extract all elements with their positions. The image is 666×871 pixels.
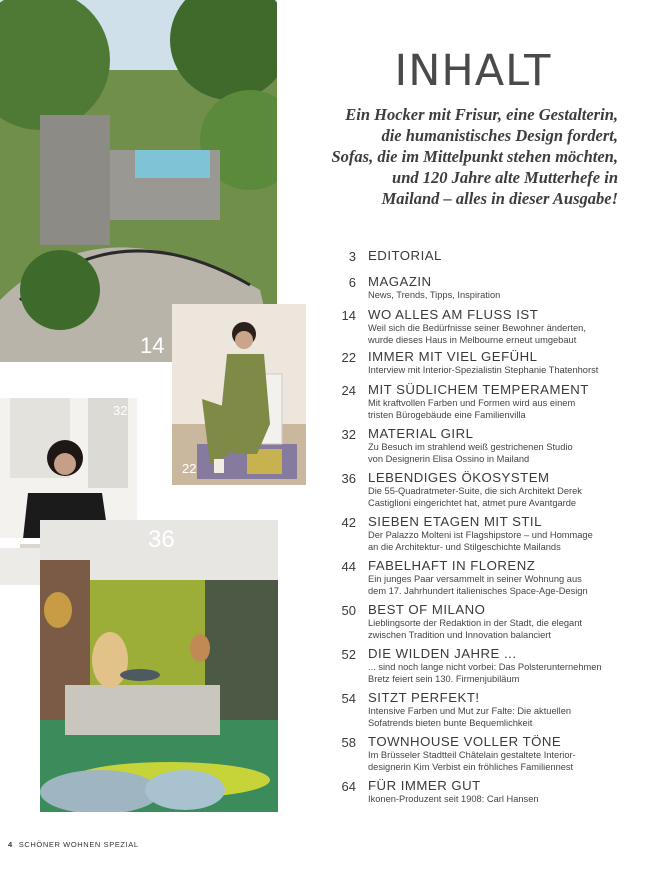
toc-title: SIEBEN ETAGEN MIT STIL bbox=[368, 514, 542, 529]
photo-label-36: 36 bbox=[148, 526, 175, 553]
photo-label-32: 32 bbox=[113, 403, 128, 418]
toc-description: Zu Besuch im strahlend weiß gestrichenen Studio bbox=[368, 442, 573, 452]
toc-description: von Designerin Elisa Ossino in Mailand bbox=[368, 453, 530, 464]
toc-page-number: 54 bbox=[341, 691, 356, 706]
toc-entry[interactable] bbox=[326, 690, 646, 734]
toc-title: IMMER MIT VIEL GEFÜHL bbox=[368, 349, 538, 364]
toc-entry[interactable] bbox=[326, 248, 646, 274]
toc-page-number: 50 bbox=[341, 603, 356, 618]
toc-entry[interactable] bbox=[326, 470, 646, 514]
toc-description: Im Brüsseler Stadtteil Châtelain gestaltete Interior- bbox=[368, 750, 576, 760]
toc-title: SITZT PERFEKT! bbox=[368, 690, 480, 705]
toc-description: Bretz feiert sein 130. Firmenjubiläum bbox=[368, 673, 520, 684]
toc-description: Weil sich die Bedürfnisse seiner Bewohner änderten, bbox=[368, 323, 586, 333]
photo-label-14: 14 bbox=[140, 333, 165, 358]
toc-entry[interactable] bbox=[326, 514, 646, 558]
footer-page-number: 4 bbox=[8, 840, 13, 849]
toc-page-number: 42 bbox=[341, 515, 356, 530]
toc-title: BEST OF MILANO bbox=[368, 602, 486, 617]
toc-page-number: 3 bbox=[348, 249, 356, 264]
table-of-contents bbox=[326, 248, 646, 808]
toc-entry[interactable] bbox=[326, 349, 646, 382]
photo-label-22: 22 bbox=[182, 461, 197, 476]
toc-entry[interactable] bbox=[326, 274, 646, 307]
toc-description: Die 55-Quadratmeter-Suite, die sich Architekt Derek bbox=[368, 486, 582, 496]
toc-entry[interactable] bbox=[326, 646, 646, 690]
page-footer bbox=[8, 840, 139, 849]
toc-description: dem 17. Jahrhundert italienisches Space-Age-Design bbox=[368, 585, 588, 596]
footer-publication: SCHÖNER WOHNEN SPEZIAL bbox=[18, 840, 139, 849]
toc-page-number: 52 bbox=[341, 647, 356, 662]
page-title: INHALT bbox=[394, 46, 552, 96]
toc-description: ... sind noch lange nicht vorbei: Das Polsterunternehmen bbox=[368, 662, 602, 672]
toc-title: MAGAZIN bbox=[368, 274, 432, 289]
toc-page-number: 32 bbox=[341, 427, 356, 442]
toc-entry[interactable] bbox=[326, 426, 646, 470]
toc-description: Der Palazzo Molteni ist Flagshipstore – und Hommage bbox=[368, 530, 593, 540]
toc-entry[interactable] bbox=[326, 734, 646, 778]
toc-page-number: 14 bbox=[341, 308, 356, 323]
toc-entry[interactable] bbox=[326, 558, 646, 602]
intro-text: Ein Hocker mit Frisur, eine Gestalterin, die humanistisches Design fordert, Sofas, die im Mittelpunkt stehen möchten, und 120 Jahre alte Mutterhefe in Mailand – alles in dieser Ausgabe! bbox=[331, 105, 618, 208]
toc-title: MIT SÜDLICHEM TEMPERAMENT bbox=[368, 382, 589, 397]
toc-entry[interactable] bbox=[326, 778, 646, 808]
toc-title: FÜR IMMER GUT bbox=[368, 778, 481, 793]
toc-title: TOWNHOUSE VOLLER TÖNE bbox=[368, 734, 562, 749]
toc-description: Lieblingsorte der Redaktion in der Stadt, die elegant bbox=[368, 618, 582, 628]
toc-description: News, Trends, Tipps, Inspiration bbox=[368, 290, 501, 300]
toc-description: designerin Kim Verbist ein fröhliches Familiennest bbox=[368, 761, 574, 772]
toc-title: MATERIAL GIRL bbox=[368, 426, 474, 441]
photo-green-interior bbox=[40, 520, 278, 812]
toc-description: tristen Bürogebäude eine Familienvilla bbox=[368, 409, 526, 420]
toc-title: DIE WILDEN JAHRE ... bbox=[368, 646, 517, 661]
toc-page-number: 24 bbox=[341, 383, 356, 398]
toc-description: Interview mit Interior-Spezialistin Stephanie Thatenhorst bbox=[368, 365, 599, 375]
toc-title: EDITORIAL bbox=[368, 248, 442, 263]
toc-description: Ikonen-Produzent seit 1908: Carl Hansen bbox=[368, 794, 539, 804]
toc-entry[interactable] bbox=[326, 307, 646, 349]
toc-page-number: 22 bbox=[341, 350, 356, 365]
toc-entry[interactable] bbox=[326, 602, 646, 646]
toc-description: zwischen Tradition und Innovation balanciert bbox=[368, 629, 551, 640]
toc-entry[interactable] bbox=[326, 382, 646, 426]
toc-page-number: 44 bbox=[341, 559, 356, 574]
toc-description: Castiglioni eingerichtet hat, atmet pure Avantgarde bbox=[368, 497, 577, 508]
toc-description: Intensive Farben und Mut zur Falte: Die aktuellen bbox=[368, 706, 572, 716]
toc-description: Ein junges Paar versammelt in seiner Wohnung aus bbox=[368, 574, 582, 584]
toc-page-number: 36 bbox=[341, 471, 356, 486]
toc-description: Mit kraftvollen Farben und Formen wird aus einem bbox=[368, 398, 576, 408]
toc-description: Sofatrends bieten bunte Bequemlichkeit bbox=[368, 717, 533, 728]
toc-title: FABELHAFT IN FLORENZ bbox=[368, 558, 536, 573]
toc-page-number: 6 bbox=[348, 275, 356, 290]
toc-page-number: 64 bbox=[341, 779, 356, 794]
toc-description: an die Architektur- und Stilgeschichte Mailands bbox=[368, 541, 561, 552]
photo-designer-portrait bbox=[172, 304, 306, 485]
toc-description: wurde dieses Haus in Melbourne erneut umgebaut bbox=[368, 334, 577, 345]
toc-page-number: 58 bbox=[341, 735, 356, 750]
toc-title: LEBENDIGES ÖKOSYSTEM bbox=[368, 470, 550, 485]
toc-title: WO ALLES AM FLUSS IST bbox=[368, 307, 539, 322]
